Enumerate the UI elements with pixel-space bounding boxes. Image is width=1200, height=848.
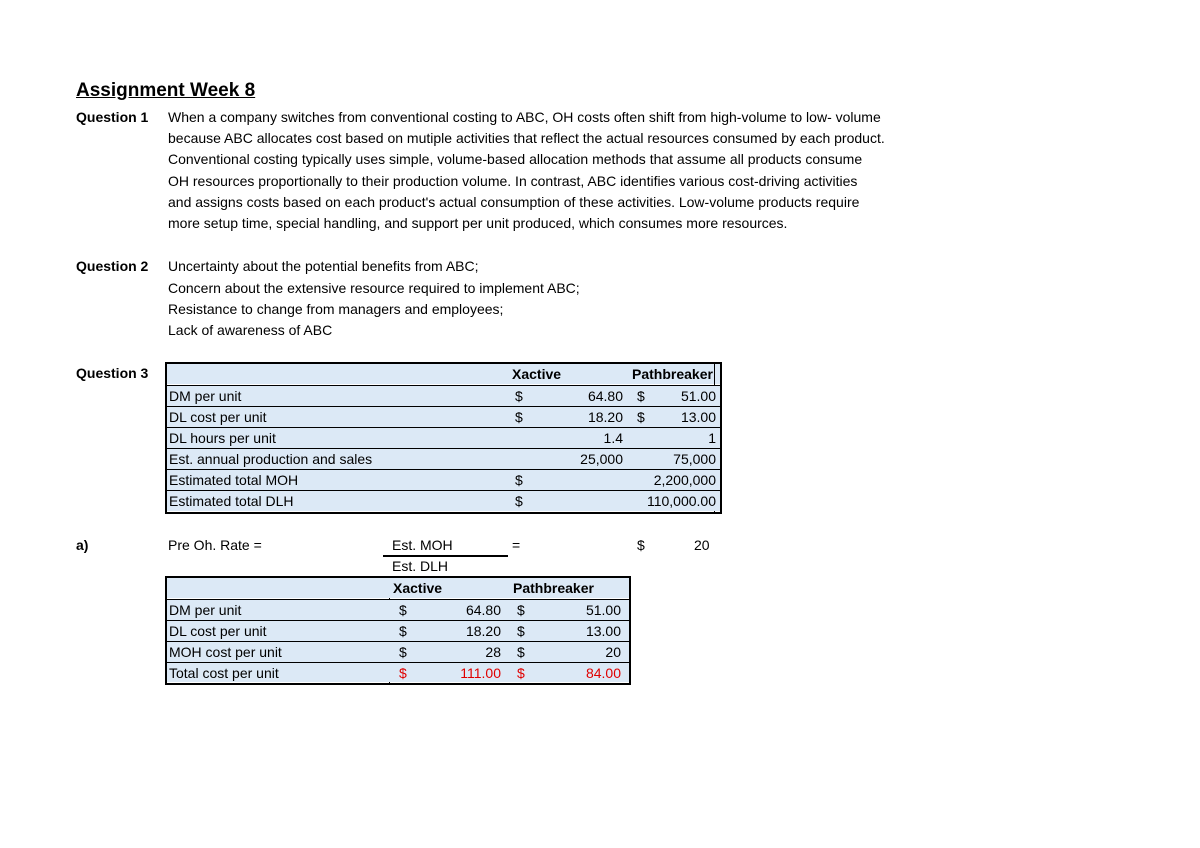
question-2-label: Question 2 [76, 258, 149, 274]
part-a-table [165, 576, 631, 685]
question-3-label: Question 3 [76, 365, 149, 381]
question-1-label: Question 1 [76, 109, 149, 125]
formula-result: 20 [694, 537, 710, 553]
q2-line: Lack of awareness of ABC [168, 322, 333, 338]
q1-line: OH resources proportionally to their production volume. In contrast, ABC identifies various cost-driving activities [168, 173, 858, 189]
fraction-bar [383, 555, 508, 557]
table-header [167, 364, 720, 384]
header-pathbreaker: Pathbreaker [632, 366, 713, 382]
table-row: DM per unit $ 64.80 $ 51.00 [167, 385, 720, 407]
q1-line: When a company switches from conventional costing to ABC, OH costs often shift from high-volume to low- volume [168, 109, 881, 125]
table-row: MOH cost per unit $ 28 $ 20 [167, 641, 629, 663]
q1-line: more setup time, special handling, and support per unit produced, which consumes more resources. [168, 215, 788, 231]
table-header [167, 578, 629, 598]
table-row: Estimated total DLH $ 110,000.00 [167, 490, 720, 511]
formula-equals: = [512, 537, 521, 553]
formula-currency: $ [637, 537, 645, 553]
table-row: Est. annual production and sales 25,000 75,000 [167, 448, 720, 470]
table-row: DL cost per unit $ 18.20 $ 13.00 [167, 620, 629, 642]
q2-line: Uncertainty about the potential benefits from ABC; [168, 258, 479, 274]
table-row-total: Total cost per unit $ 111.00 $ 84.00 [167, 662, 629, 682]
table-row: Estimated total MOH $ 2,200,000 [167, 469, 720, 491]
q1-line: because ABC allocates cost based on mutiple activities that reflect the actual resources consumed by each product. [168, 130, 885, 146]
table-row: DL cost per unit $ 18.20 $ 13.00 [167, 406, 720, 428]
q1-line: and assigns costs based on each product's actual consumption of these activities. Low-volume products require [168, 194, 860, 210]
formula-label: Pre Oh. Rate = [168, 537, 262, 553]
header-xactive: Xactive [393, 580, 443, 596]
header-xactive: Xactive [512, 366, 562, 382]
q1-line: Conventional costing typically uses simple, volume-based allocation methods that assume all products consume [168, 151, 863, 167]
question-3-table [165, 362, 722, 514]
part-a-label: a) [76, 537, 89, 553]
page-title: Assignment Week 8 [76, 80, 256, 101]
q2-line: Concern about the extensive resource required to implement ABC; [168, 280, 580, 296]
formula-numerator: Est. MOH [392, 537, 453, 553]
table-row: DM per unit $ 64.80 $ 51.00 [167, 599, 629, 621]
header-pathbreaker: Pathbreaker [513, 580, 594, 596]
table-row: DL hours per unit 1.4 1 [167, 427, 720, 449]
formula-denominator: Est. DLH [392, 558, 449, 574]
q2-line: Resistance to change from managers and employees; [168, 301, 504, 317]
